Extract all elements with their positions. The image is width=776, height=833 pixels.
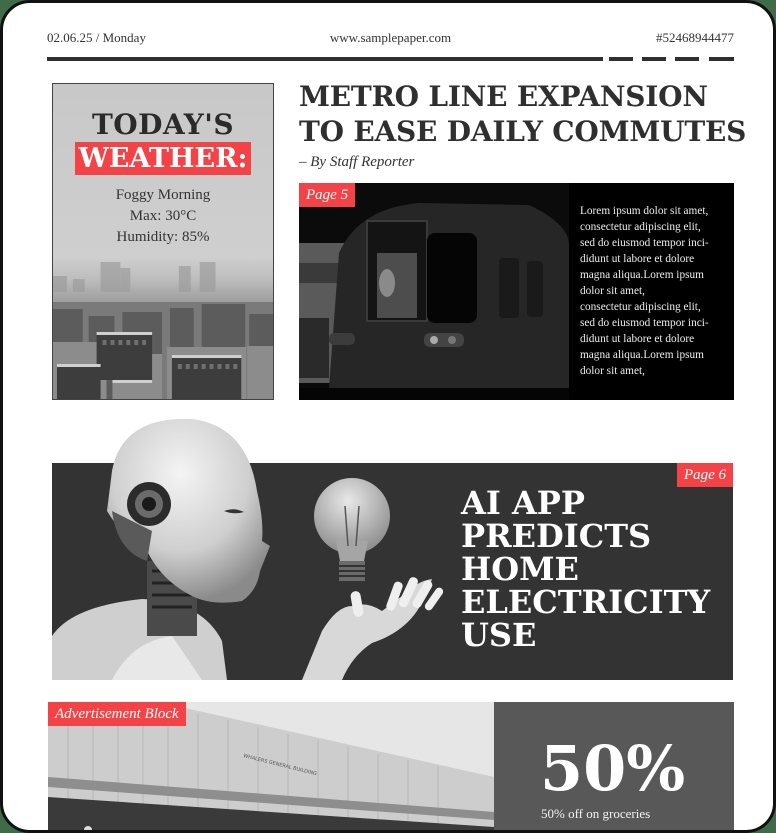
website-link[interactable]: www.samplepaper.com [329, 30, 452, 45]
robot-lightbulb-image [52, 411, 452, 680]
body-line: consectetur adipiscing elit, [580, 221, 701, 233]
weather-title-highlight: WEATHER: [75, 142, 252, 175]
lead-story-block[interactable] [299, 183, 734, 400]
masthead-bar [47, 30, 734, 48]
metro-train-image [299, 183, 569, 400]
issue-number: #52468944477 [656, 30, 734, 45]
header-dash [675, 57, 699, 61]
header-dash [609, 57, 633, 61]
lead-headline[interactable] [299, 79, 749, 149]
headline-line: TO EASE DAILY COMMUTES [299, 115, 747, 148]
weather-humidity: Humidity: 85% [116, 229, 210, 245]
advertisement-tag: Advertisement Block [48, 702, 186, 726]
body-line: magna aliqua.Lorem ipsum [580, 349, 704, 361]
byline: – By Staff Reporter [299, 154, 415, 170]
body-line: magna aliqua.Lorem ipsum [580, 269, 704, 281]
body-line: consectetur adipiscing elit, [580, 301, 701, 313]
title-line: USE [461, 616, 537, 654]
header-divider [47, 57, 603, 61]
body-line: Lorem ipsum dolor sit amet, [580, 205, 709, 217]
weather-title: TODAY'S [91, 108, 235, 141]
header-dash [642, 57, 666, 61]
weather-condition: Foggy Morning [115, 187, 211, 203]
body-line: sed do eiusmod tempor inci- [580, 317, 709, 329]
offer-subtext: 50% off on groceries [541, 806, 651, 821]
body-line: sed do eiusmod tempor inci- [580, 237, 709, 249]
body-line: dolor sit amet, [580, 365, 645, 377]
offer-headline: 50% [540, 732, 686, 805]
title-line: PREDICTS [461, 517, 652, 555]
title-line: ELECTRICITY [461, 583, 711, 621]
foggy-city-image [53, 254, 273, 399]
issue-date: 02.06.25 / Monday [47, 30, 146, 45]
weather-card [52, 83, 274, 400]
page-tag[interactable]: Page 6 [677, 463, 733, 487]
body-line: didunt ut labore et dolore [580, 253, 695, 265]
title-line: HOME [461, 550, 579, 588]
weather-max-temp: Max: 30°C [129, 208, 197, 224]
svg-text:WHALERS GENERAL BUILDING: WHALERS GENERAL BUILDING [242, 753, 318, 778]
page-tag[interactable]: Page 5 [299, 183, 355, 207]
ai-story-title [461, 484, 711, 654]
weather-details [53, 185, 273, 248]
header-dash [709, 57, 734, 61]
headline-line: METRO LINE EXPANSION [299, 80, 708, 113]
advertisement-block[interactable] [48, 702, 734, 833]
body-line: didunt ut labore et dolore [580, 333, 695, 345]
body-line: dolor sit amet, [580, 285, 645, 297]
title-line: AI APP [461, 484, 585, 522]
article-body [580, 203, 730, 379]
